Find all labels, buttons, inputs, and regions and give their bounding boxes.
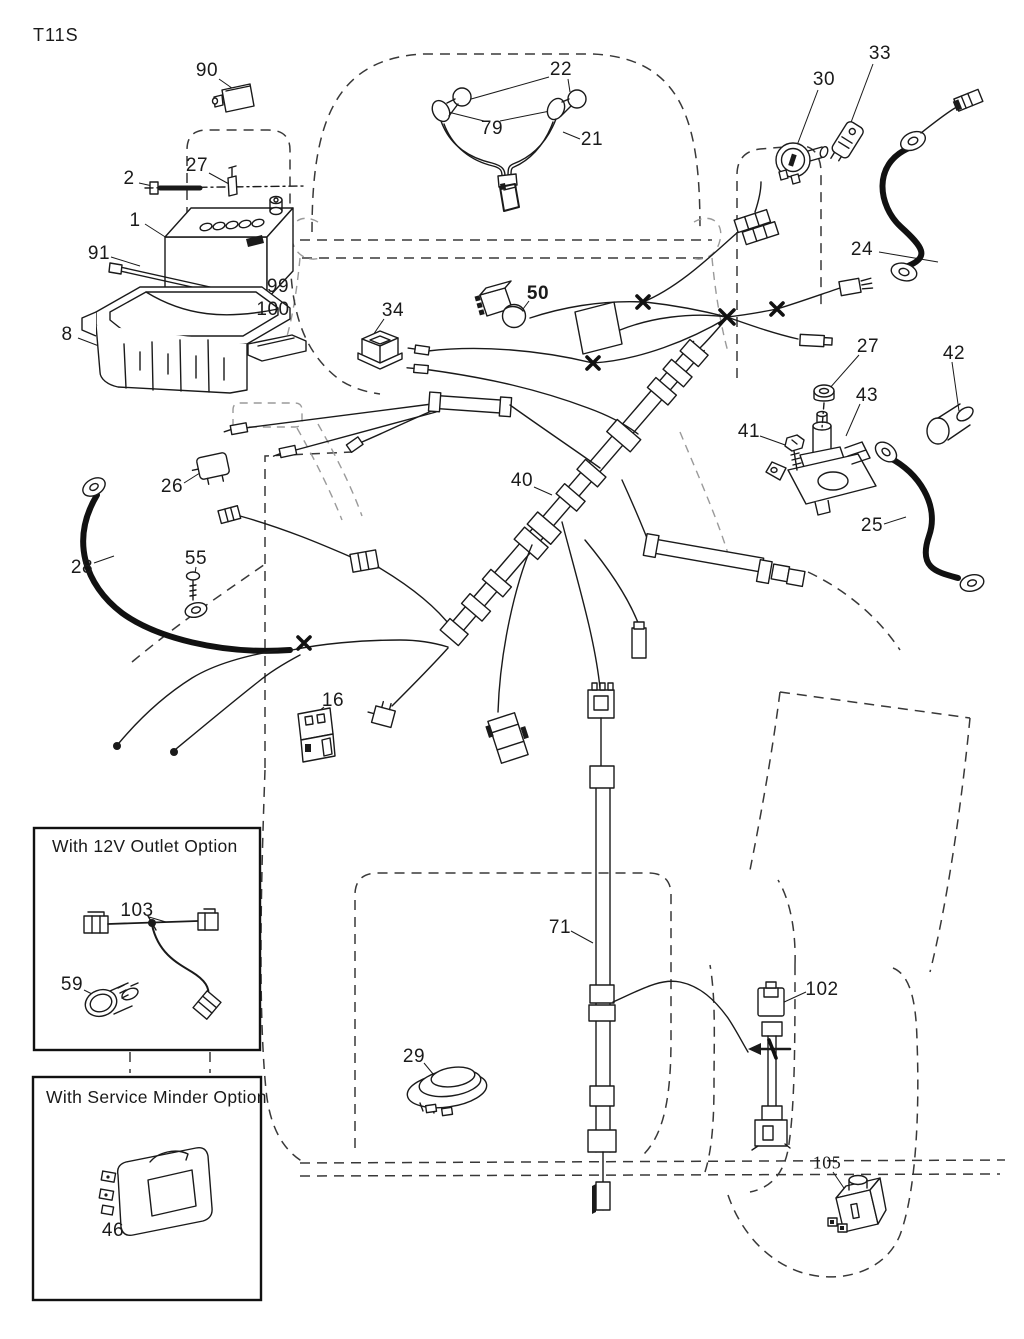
- callout-30: 30: [812, 69, 836, 90]
- outlet-option-title: With 12V Outlet Option: [52, 836, 238, 856]
- callout-26: 26: [160, 476, 184, 497]
- callout-16: 16: [321, 690, 345, 711]
- callout-55: 55: [184, 548, 208, 569]
- callout-59: 59: [60, 974, 84, 995]
- callout-100: 100: [256, 299, 290, 320]
- part-55-screw: [184, 572, 209, 620]
- callout-50: 50: [526, 283, 550, 304]
- callout-27: 27: [185, 155, 209, 176]
- callout-41: 41: [737, 421, 761, 442]
- callout-40: 40: [510, 470, 534, 491]
- part-tag: [575, 302, 622, 354]
- bottom-left-wires: [113, 650, 300, 756]
- callout-33: 33: [868, 43, 892, 64]
- left-branch-wires: [218, 506, 452, 628]
- callout-2: 2: [123, 168, 135, 189]
- part-34-switch: [358, 331, 402, 369]
- callout-25: 25: [860, 515, 884, 536]
- part-21-headlight-harness: [429, 88, 586, 211]
- part-59-outlet: [82, 983, 140, 1021]
- callout-42: 42: [942, 343, 966, 364]
- center-wires: [407, 182, 873, 434]
- callout-28: 28: [70, 557, 94, 578]
- inline-connector-a: [223, 392, 600, 468]
- callout-105: 105: [812, 1152, 842, 1173]
- part-24-battery-cable: [882, 89, 982, 283]
- callout-102: 102: [805, 979, 839, 1000]
- part-26-fuse: [190, 452, 231, 487]
- callout-1: 1: [129, 210, 141, 231]
- part-33-key: [827, 120, 865, 166]
- part-28-ground-cable: [80, 474, 448, 651]
- part-71-harness: [588, 766, 748, 1214]
- service-minder-title: With Service Minder Option: [46, 1087, 267, 1107]
- callout-21: 21: [580, 129, 604, 150]
- callout-46: 46: [101, 1220, 125, 1241]
- part-102-extension: [748, 982, 790, 1150]
- service-minder-box: [33, 1077, 261, 1300]
- part-41-bolt: [785, 435, 804, 470]
- callout-27: 27: [856, 336, 880, 357]
- part-2-bolt: [145, 182, 305, 194]
- part-43-solenoid: [766, 412, 876, 516]
- callout-91: 91: [87, 243, 111, 264]
- page-title: T11S: [33, 25, 79, 45]
- outlet-option-box: [34, 828, 260, 1050]
- part-40-main-harness: [438, 337, 712, 648]
- part-27-clamp: [228, 166, 237, 196]
- part-25-cable: [872, 438, 986, 594]
- part-29-seat-switch: [405, 1065, 489, 1116]
- callout-24: 24: [850, 239, 874, 260]
- callout-43: 43: [855, 385, 879, 406]
- part-50-relay: [475, 281, 526, 328]
- callout-22: 22: [549, 59, 573, 80]
- callout-99: 99: [266, 276, 290, 297]
- inline-connector-b: [622, 480, 807, 589]
- part-90-connector: [213, 84, 255, 112]
- callout-103: 103: [120, 900, 154, 921]
- part-105-switch: [828, 1176, 886, 1233]
- part-42-boot: [927, 404, 976, 444]
- callout-8: 8: [61, 324, 73, 345]
- part-16-connector: [298, 708, 335, 762]
- callout-29: 29: [402, 1046, 426, 1067]
- callout-90: 90: [195, 60, 219, 81]
- callout-34: 34: [381, 300, 405, 321]
- callout-79: 79: [480, 118, 504, 139]
- callout-71: 71: [548, 917, 572, 938]
